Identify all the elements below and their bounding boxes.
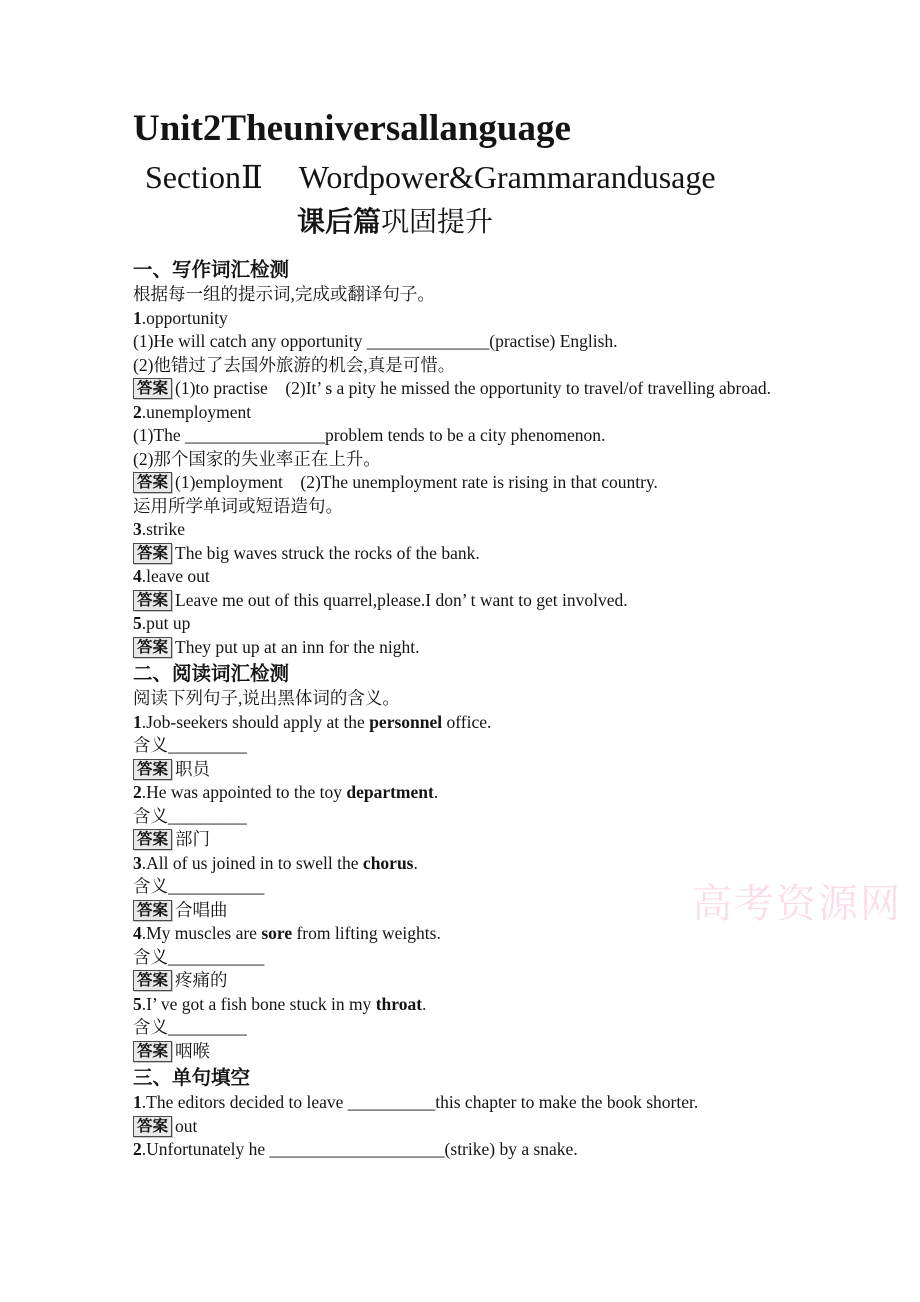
text-span: .unemployment xyxy=(141,401,252,422)
document-body xyxy=(0,243,833,1162)
text-span: from lifting weights. xyxy=(292,923,441,943)
text-span: 含义_________ xyxy=(133,1017,247,1037)
unit-title: Unit2Theuniversallanguage xyxy=(133,108,571,149)
answer-line xyxy=(133,969,833,993)
bold-text: 5 xyxy=(133,993,142,1014)
bold-text: sore xyxy=(261,923,293,943)
section-title xyxy=(145,156,920,198)
text-span: .I’ ve got a fish bone stuck in my xyxy=(141,993,376,1014)
banner-rest-part: 巩固提升 xyxy=(381,207,494,238)
bold-text: chorus xyxy=(362,852,414,873)
bold-text: department xyxy=(346,782,434,802)
text-span: .Unfortunately he ____________________(strike) by a snake. xyxy=(141,1139,578,1159)
text-line xyxy=(133,993,833,1017)
text-line xyxy=(133,401,833,425)
answer-line xyxy=(133,758,833,782)
text-span: 根据每一组的提示词,完成或翻译句子。 xyxy=(133,284,435,304)
text-line xyxy=(133,922,833,946)
text-line xyxy=(133,687,833,711)
text-span: (1)to practise (2)It’ s a pity he missed the opportunity to travel/of travelling abroad. xyxy=(175,378,771,398)
text-span: .All of us joined in to swell the xyxy=(141,852,363,873)
text-line xyxy=(133,1091,833,1115)
answer-label-box: 答案 xyxy=(133,1116,172,1137)
answer-label-box: 答案 xyxy=(133,637,172,658)
text-span: The big waves struck the rocks of the bank. xyxy=(175,542,480,563)
text-line xyxy=(133,875,833,899)
text-line xyxy=(133,711,833,735)
watermark-text: 高考资源网 xyxy=(692,882,902,926)
text-line xyxy=(133,1138,833,1162)
answer-line xyxy=(133,542,833,566)
text-span: . xyxy=(422,993,427,1014)
section-heading xyxy=(133,255,833,283)
text-span: Leave me out of this quarrel,please.I don’ t want to get involved. xyxy=(175,589,628,610)
answer-label-box: 答案 xyxy=(133,590,172,611)
text-span: out xyxy=(175,1115,198,1136)
text-span: .My muscles are xyxy=(141,923,262,943)
text-span: .leave out xyxy=(141,566,210,586)
bold-text: 3 xyxy=(133,852,142,873)
document-header xyxy=(0,0,920,243)
text-line xyxy=(133,518,833,542)
text-span: 含义___________ xyxy=(133,876,265,896)
text-span: 二、阅读词汇检测 xyxy=(133,663,290,685)
answer-line xyxy=(133,471,833,495)
text-line xyxy=(133,495,833,519)
text-line xyxy=(133,307,833,331)
bold-text: 2 xyxy=(133,1139,142,1159)
answer-line xyxy=(133,1115,833,1139)
text-span: .He was appointed to the toy xyxy=(141,782,347,802)
bold-text: throat xyxy=(375,993,423,1014)
text-span: . xyxy=(413,852,418,873)
text-line xyxy=(133,805,833,829)
text-span: 合唱曲 xyxy=(175,899,228,920)
banner-bold-part: 课后篇 xyxy=(297,206,382,237)
text-span: (1)The ________________problem tends to be a city phenomenon. xyxy=(133,425,606,445)
bold-text: 4 xyxy=(133,566,142,586)
answer-line xyxy=(133,899,833,923)
text-line xyxy=(133,852,833,876)
text-span: 一、写作词汇检测 xyxy=(133,259,290,281)
answer-label-box: 答案 xyxy=(133,970,172,991)
text-span: 部门 xyxy=(175,829,211,849)
text-span: 运用所学单词或短语造句。 xyxy=(133,495,343,516)
answer-label-box: 答案 xyxy=(133,900,172,921)
text-span: 含义___________ xyxy=(133,946,265,967)
text-span: . xyxy=(433,782,439,802)
text-span: 咽喉 xyxy=(175,1040,211,1061)
answer-line xyxy=(133,589,833,613)
text-span: .opportunity xyxy=(141,307,228,328)
text-line xyxy=(133,565,833,589)
answer-line xyxy=(133,636,833,660)
answer-label-box: 答案 xyxy=(133,1041,172,1062)
text-span: 职员 xyxy=(175,758,211,779)
text-line xyxy=(133,1016,833,1040)
bold-text: 2 xyxy=(133,401,142,422)
text-span: .put up xyxy=(141,613,191,633)
text-span: .Job-seekers should apply at the xyxy=(141,711,370,732)
lesson-banner xyxy=(297,202,920,243)
bold-text: 1 xyxy=(133,307,142,328)
text-span: 含义_________ xyxy=(133,805,247,826)
answer-label-box: 答案 xyxy=(133,759,172,780)
answer-line xyxy=(133,377,833,401)
text-span: (2)那个国家的失业率正在上升。 xyxy=(133,448,381,469)
answer-line xyxy=(133,828,833,852)
text-span: They put up at an inn for the night. xyxy=(175,636,420,657)
text-line xyxy=(133,448,833,472)
text-line xyxy=(133,781,833,805)
text-line xyxy=(133,354,833,378)
text-line xyxy=(133,424,833,448)
bold-text: 5 xyxy=(133,613,142,633)
answer-label-box: 答案 xyxy=(133,543,172,564)
answer-line xyxy=(133,1040,833,1064)
bold-text: 4 xyxy=(133,923,142,943)
answer-label-box: 答案 xyxy=(133,378,172,399)
text-span: 含义_________ xyxy=(133,735,247,755)
answer-label-box: 答案 xyxy=(133,829,172,850)
bold-text: 1 xyxy=(133,1092,142,1112)
text-line xyxy=(133,330,833,354)
text-line xyxy=(133,734,833,758)
text-span: office. xyxy=(442,711,492,732)
text-line xyxy=(133,612,833,636)
text-line xyxy=(133,946,833,970)
text-span: (1)He will catch any opportunity ______________(practise) English. xyxy=(133,331,618,351)
text-span: .The editors decided to leave __________this chapter to make the book shorter. xyxy=(141,1092,699,1112)
answer-label-box: 答案 xyxy=(133,472,172,493)
section-heading xyxy=(133,659,833,687)
text-span: (2)他错过了去国外旅游的机会,真是可惜。 xyxy=(133,354,456,375)
text-line xyxy=(133,283,833,307)
text-span: 阅读下列句子,说出黑体词的含义。 xyxy=(133,688,400,708)
text-span: (1)employment (2)The unemployment rate is rising in that country. xyxy=(175,472,658,492)
section-topic: Wordpower&Grammarandusage xyxy=(298,159,716,195)
text-span: 疼痛的 xyxy=(175,970,228,990)
text-span: 三、单句填空 xyxy=(133,1067,251,1089)
bold-text: 3 xyxy=(133,519,142,539)
text-span: .strike xyxy=(141,519,186,539)
bold-text: personnel xyxy=(369,711,443,732)
bold-text: 2 xyxy=(133,782,142,802)
bold-text: 1 xyxy=(133,711,142,732)
section-heading xyxy=(133,1063,833,1091)
section-number: SectionⅡ xyxy=(145,159,263,195)
